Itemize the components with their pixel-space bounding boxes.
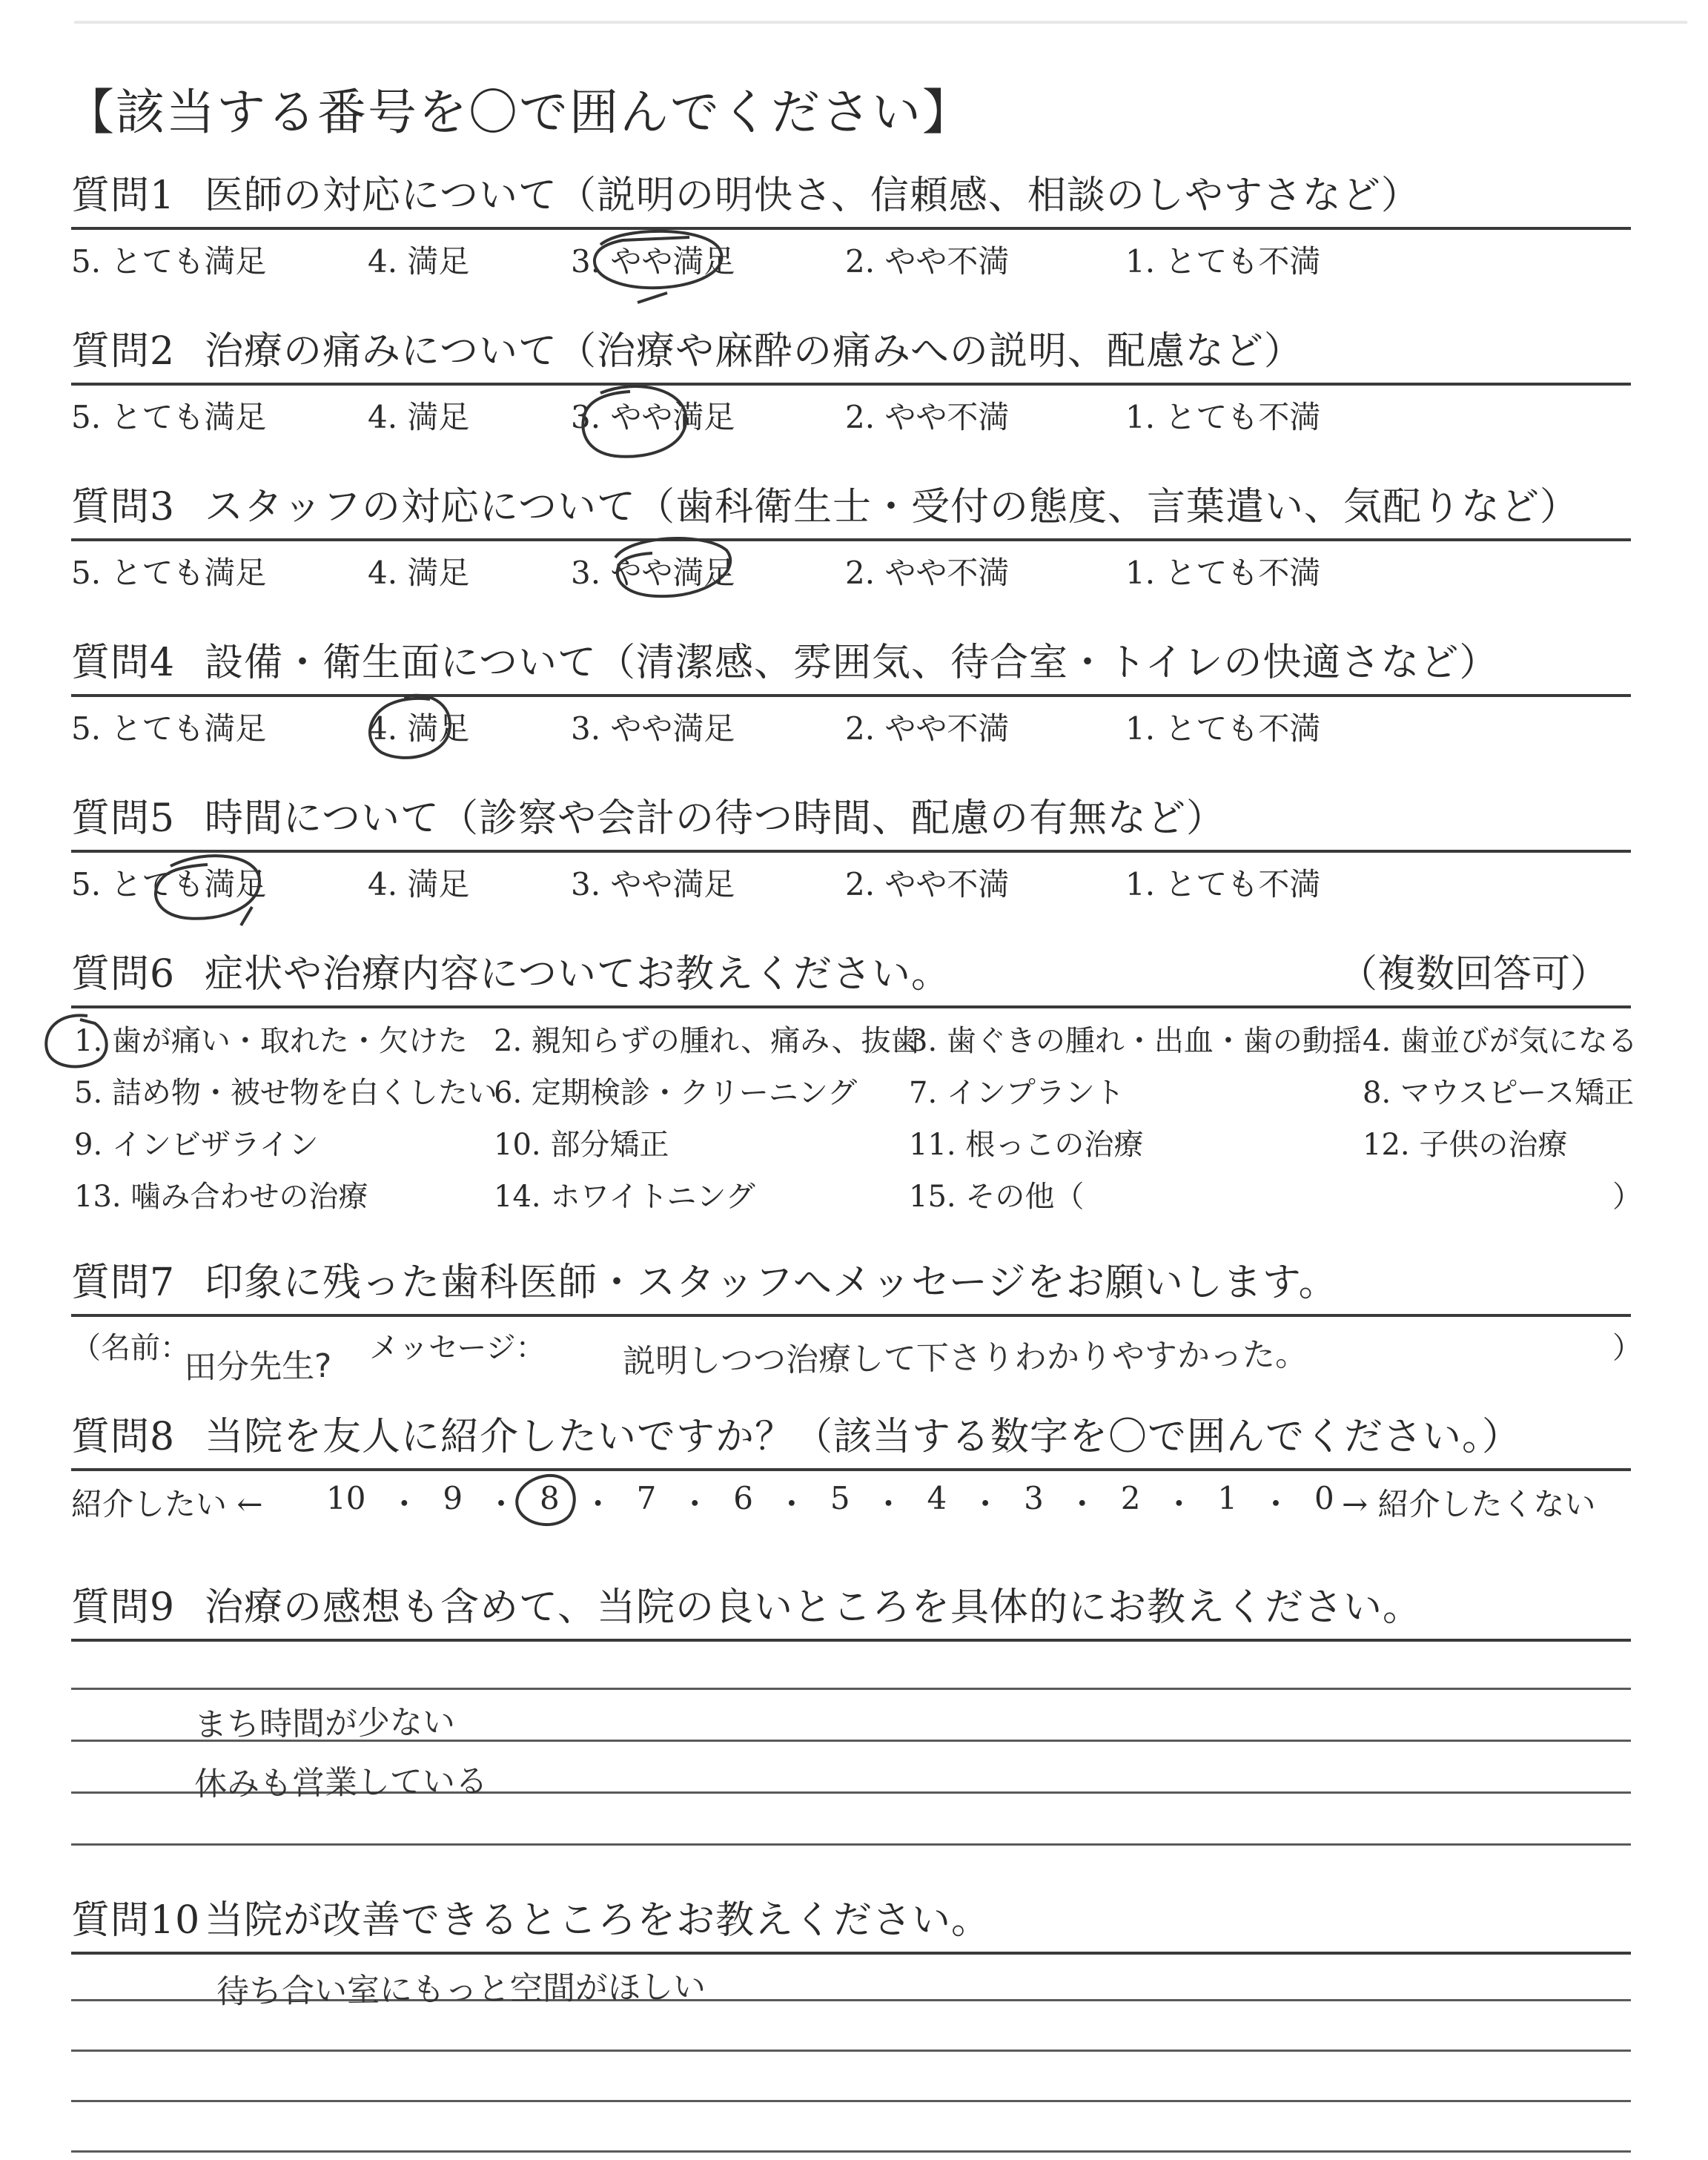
q4-option-3[interactable]: 3. やや満足: [571, 710, 735, 747]
q4-option-4[interactable]: 4. 満足: [368, 710, 470, 747]
q6-choice-8[interactable]: 8. マウスピース矯正: [1363, 1076, 1635, 1110]
q2-option-4[interactable]: 4. 満足: [368, 399, 470, 435]
scale-5[interactable]: 5: [830, 1480, 850, 1516]
q9-answer-line-1[interactable]: まち時間が少ない: [193, 1703, 456, 1744]
question-text: 当院を友人に紹介したいですか？（該当する数字を〇で囲んでください。）: [205, 1415, 1522, 1459]
q1-option-4[interactable]: 4. 満足: [368, 243, 470, 280]
scale-6[interactable]: 6: [733, 1480, 753, 1516]
q1-option-5[interactable]: 5. とても満足: [71, 243, 267, 280]
q5-option-4[interactable]: 4. 満足: [368, 866, 470, 902]
scale-dot: ・: [388, 1486, 420, 1522]
question-number: 質問10: [71, 1898, 201, 1943]
message-label: メッセージ：: [369, 1331, 546, 1365]
scale-10[interactable]: 10: [326, 1480, 366, 1516]
question-number: 質問7: [71, 1261, 176, 1305]
q3-option-2[interactable]: 2. やや不満: [845, 555, 1010, 591]
question-text: 治療の感想も含めて、当院の良いところを具体的にお教えください。: [205, 1585, 1422, 1630]
question-7: [71, 1246, 1631, 1317]
scale-dot: ・: [970, 1486, 1002, 1522]
q2-option-3[interactable]: 3. やや満足: [571, 399, 735, 435]
scale-7[interactable]: 7: [636, 1480, 657, 1516]
q6-choice-6[interactable]: 6. 定期検診・クリーニング: [494, 1076, 858, 1110]
scale-9[interactable]: 9: [443, 1480, 463, 1516]
q3-option-3[interactable]: 3. やや満足: [571, 555, 735, 591]
name-label: （名前：: [71, 1331, 190, 1365]
q6-choice-15[interactable]: 15. その他（: [909, 1180, 1085, 1214]
q10-answer-line-1[interactable]: 待ち合い室にもっと空間がほしい: [216, 1968, 706, 2011]
question-text: 治療の痛みについて（治療や麻酔の痛みへの説明、配慮など）: [205, 329, 1303, 374]
question-9: [71, 1571, 1631, 1642]
question-number: 質問6: [71, 952, 176, 997]
question-10: [71, 1883, 1631, 1955]
scale-3[interactable]: 3: [1024, 1480, 1044, 1516]
q6-choice-5[interactable]: 5. 詰め物・被せ物を白くしたい: [74, 1076, 497, 1110]
q4-option-2[interactable]: 2. やや不満: [845, 710, 1010, 747]
q6-choice-3[interactable]: 3. 歯ぐきの腫れ・出血・歯の動揺: [909, 1024, 1362, 1058]
q4-option-1[interactable]: 1. とても不満: [1125, 710, 1321, 747]
question-number: 質問2: [71, 329, 176, 374]
message-close: ）: [1612, 1331, 1642, 1365]
question-text: 医師の対応について（説明の明快さ、信頼感、相談のしやすさなど）: [205, 174, 1420, 218]
question-8: [71, 1400, 1631, 1471]
scale-dot: ・: [1066, 1486, 1098, 1522]
scale-8[interactable]: 8: [539, 1480, 560, 1516]
question-number: 質問4: [71, 641, 176, 685]
q6-choice-12[interactable]: 12. 子供の治療: [1363, 1128, 1568, 1162]
question-2: [71, 314, 1631, 386]
question-1: [71, 159, 1631, 230]
q5-option-2[interactable]: 2. やや不満: [845, 866, 1010, 902]
recommend-right-label: → 紹介したくない: [1342, 1486, 1596, 1522]
recommend-left-label: 紹介したい ←: [71, 1486, 263, 1522]
scale-0[interactable]: 0: [1314, 1480, 1334, 1516]
q6-choice-13[interactable]: 13. 噛み合わせの治療: [74, 1180, 368, 1214]
q1-option-3[interactable]: 3. やや満足: [571, 243, 735, 280]
q9-answer-line-2[interactable]: 休みも営業している: [193, 1762, 489, 1803]
scale-dot: ・: [873, 1486, 904, 1522]
q3-option-4[interactable]: 4. 満足: [368, 555, 470, 591]
question-4: [71, 626, 1631, 697]
message-handwritten[interactable]: 説明しつつ治療して下さりわかりやすかった。: [622, 1335, 1308, 1381]
q1-option-2[interactable]: 2. やや不満: [845, 243, 1010, 280]
scale-4[interactable]: 4: [927, 1480, 947, 1516]
q6-choice-9[interactable]: 9. インビザライン: [74, 1128, 319, 1162]
question-text: 当院が改善できるところをお教えください。: [205, 1898, 991, 1943]
question-text: スタッフの対応について（歯科衛生士・受付の態度、言葉遣い、気配りなど）: [205, 485, 1579, 529]
question-number: 質問8: [71, 1415, 176, 1459]
question-text: 印象に残った歯科医師・スタッフへメッセージをお願いします。: [205, 1261, 1338, 1305]
q6-choice-10[interactable]: 10. 部分矯正: [494, 1128, 669, 1162]
q4-option-5[interactable]: 5. とても満足: [71, 710, 267, 747]
recommend-scale: [326, 1480, 1334, 1525]
q6-choice-2[interactable]: 2. 親知らずの腫れ、痛み、抜歯: [494, 1024, 921, 1058]
q1-option-1[interactable]: 1. とても不満: [1125, 243, 1321, 280]
question-text: 時間について（診察や会計の待つ時間、配慮の有無など）: [205, 796, 1225, 841]
question-number: 質問5: [71, 796, 176, 841]
answer-line: [71, 1843, 1631, 1846]
question-text: 設備・衛生面について（清潔感、雰囲気、待合室・トイレの快適さなど）: [205, 641, 1499, 685]
question-5: [71, 782, 1631, 853]
answer-line: [71, 2150, 1631, 2153]
q2-option-5[interactable]: 5. とても満足: [71, 399, 267, 435]
question-number: 質問9: [71, 1585, 176, 1630]
scale-2[interactable]: 2: [1120, 1480, 1141, 1516]
question-3: [71, 470, 1631, 541]
scale-dot: ・: [679, 1486, 711, 1522]
scale-dot: ・: [486, 1486, 517, 1522]
question-number: 質問1: [71, 174, 176, 218]
question-number: 質問3: [71, 485, 176, 529]
scale-dot: ・: [582, 1486, 614, 1522]
page-heading: 【該当する番号を〇で囲んでください】: [65, 84, 973, 141]
answer-line: [71, 1688, 1631, 1690]
q3-option-5[interactable]: 5. とても満足: [71, 555, 267, 591]
q2-option-1[interactable]: 1. とても不満: [1125, 399, 1321, 435]
answer-line: [71, 2050, 1631, 2052]
top-border: [74, 21, 1687, 24]
name-handwritten[interactable]: 田分先生?: [183, 1347, 332, 1387]
q5-option-3[interactable]: 3. やや満足: [571, 866, 735, 902]
question-text: 症状や治療内容についてお教えください。: [205, 952, 950, 997]
q6-choice-11[interactable]: 11. 根っこの治療: [909, 1128, 1144, 1162]
q6-choice-15-close: ）: [1612, 1180, 1642, 1214]
q6-choice-7[interactable]: 7. インプラント: [909, 1076, 1125, 1110]
q6-choice-4[interactable]: 4. 歯並びが気になる: [1363, 1024, 1638, 1058]
q6-choice-14[interactable]: 14. ホワイトニング: [494, 1180, 755, 1214]
scale-dot: ・: [1260, 1486, 1292, 1522]
scale-1[interactable]: 1: [1217, 1480, 1238, 1516]
q3-option-1[interactable]: 1. とても不満: [1125, 555, 1321, 591]
q2-option-2[interactable]: 2. やや不満: [845, 399, 1010, 435]
q5-option-1[interactable]: 1. とても不満: [1125, 866, 1321, 902]
answer-line: [71, 2100, 1631, 2102]
scale-dot: ・: [775, 1486, 807, 1522]
multiple-answers-note: （複数回答可）: [1338, 952, 1609, 997]
question-6: [71, 937, 1631, 1008]
scale-dot: ・: [1163, 1486, 1195, 1522]
q6-choice-1[interactable]: 1. 歯が痛い・取れた・欠けた: [74, 1024, 468, 1058]
q5-option-5[interactable]: 5. とても満足: [71, 866, 267, 902]
